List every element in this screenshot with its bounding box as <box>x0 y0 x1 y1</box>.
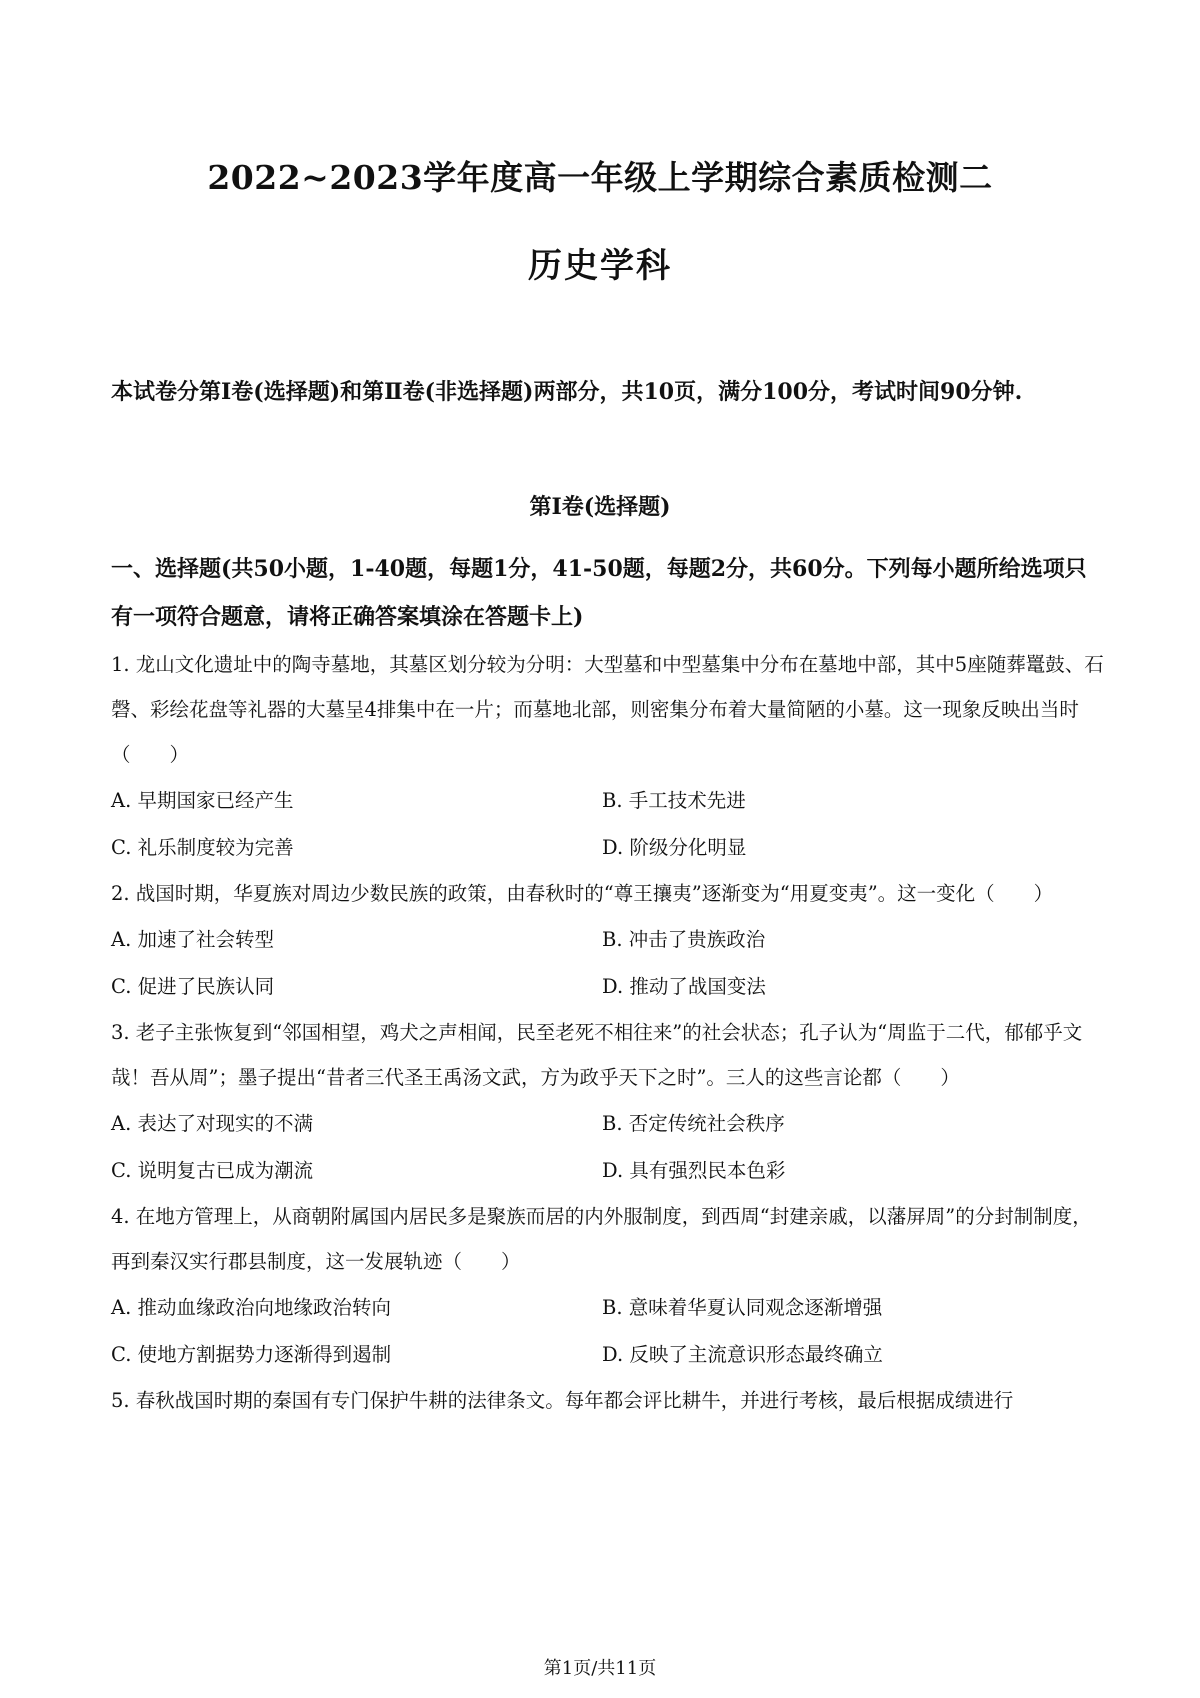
question-stem: 3. 老子主张恢复到“邻国相望，鸡犬之声相闻，民至老死不相往来”的社会状态；孔子认为“周监于二代，郁郁乎文哉！吾从周”；墨子提出“昔者三代圣王禹汤文武，方为政乎天下之时”。三人的这些言论都（ ） <box>111 1021 1083 1089</box>
question-4 <box>111 1194 1106 1378</box>
option-b: B. 冲击了贵族政治 <box>602 928 766 951</box>
option-d: D. 反映了主流意识形态最终确立 <box>602 1343 883 1366</box>
page-number: 第1页/共11页 <box>543 1658 657 1679</box>
options-row <box>111 1331 1106 1378</box>
option-b: B. 手工技术先进 <box>602 789 746 812</box>
option-b: B. 意味着华夏认同观念逐渐增强 <box>602 1296 883 1319</box>
exam-title: 2022~2023学年度高一年级上学期综合素质检测二 <box>207 158 993 197</box>
options-row <box>111 916 1106 963</box>
section-instructions: 一、选择题(共50小题，1-40题，每题1分，41-50题，每题2分，共60分。下列每小题所给选项只有一项符合题意，请将正确答案填涂在答题卡上) <box>111 556 1087 630</box>
options-row <box>111 777 1106 824</box>
question-stem: 4. 在地方管理上，从商朝附属国内居民多是聚族而居的内外服制度，到西周“封建亲戚，以藩屏周”的分封制制度，再到秦汉实行郡县制度，这一发展轨迹（ ） <box>111 1205 1092 1273</box>
section-heading: 第Ⅰ卷(选择题) <box>529 494 671 520</box>
subject-title: 历史学科 <box>528 246 672 286</box>
option-a: A. 表达了对现实的不满 <box>111 1112 313 1135</box>
options-row <box>111 1284 1106 1331</box>
option-c: C. 使地方割据势力逐渐得到遏制 <box>111 1343 392 1366</box>
option-a: A. 加速了社会转型 <box>111 928 274 951</box>
question-stem: 5. 春秋战国时期的秦国有专门保护牛耕的法律条文。每年都会评比耕牛，并进行考核，最后根据成绩进行 <box>111 1389 1014 1412</box>
option-d: D. 阶级分化明显 <box>602 836 747 859</box>
exam-intro: 本试卷分第Ⅰ卷(选择题)和第Ⅱ卷(非选择题)两部分，共10页，满分100分，考试时间90分钟. <box>111 379 1023 405</box>
options-row <box>111 1147 1106 1194</box>
option-c: C. 礼乐制度较为完善 <box>111 836 294 859</box>
option-a: A. 推动血缘政治向地缘政治转向 <box>111 1296 391 1319</box>
option-d: D. 具有强烈民本色彩 <box>602 1159 786 1182</box>
option-d: D. 推动了战国变法 <box>602 975 766 998</box>
question-stem: 2. 战国时期，华夏族对周边少数民族的政策，由春秋时的“尊王攘夷”逐渐变为“用夏变夷”。这一变化（ ） <box>111 882 1054 905</box>
option-c: C. 说明复古已成为潮流 <box>111 1159 314 1182</box>
options-row <box>111 963 1106 1010</box>
question-5 <box>111 1378 1106 1423</box>
options-row <box>111 1100 1106 1147</box>
question-2 <box>111 871 1106 1010</box>
option-b: B. 否定传统社会秩序 <box>602 1112 785 1135</box>
question-list <box>111 642 1106 1423</box>
options-row <box>111 824 1106 871</box>
option-c: C. 促进了民族认同 <box>111 975 275 998</box>
question-1 <box>111 642 1106 871</box>
question-stem: 1. 龙山文化遗址中的陶寺墓地，其墓区划分较为分明：大型墓和中型墓集中分布在墓地中部，其中5座随葬鼍鼓、石磬、彩绘花盘等礼器的大墓呈4排集中在一片；而墓地北部，则密集分布着大量简陋的小墓。这一现象反映出当时（ ） <box>111 653 1104 766</box>
option-a: A. 早期国家已经产生 <box>111 789 294 812</box>
question-3 <box>111 1010 1106 1194</box>
